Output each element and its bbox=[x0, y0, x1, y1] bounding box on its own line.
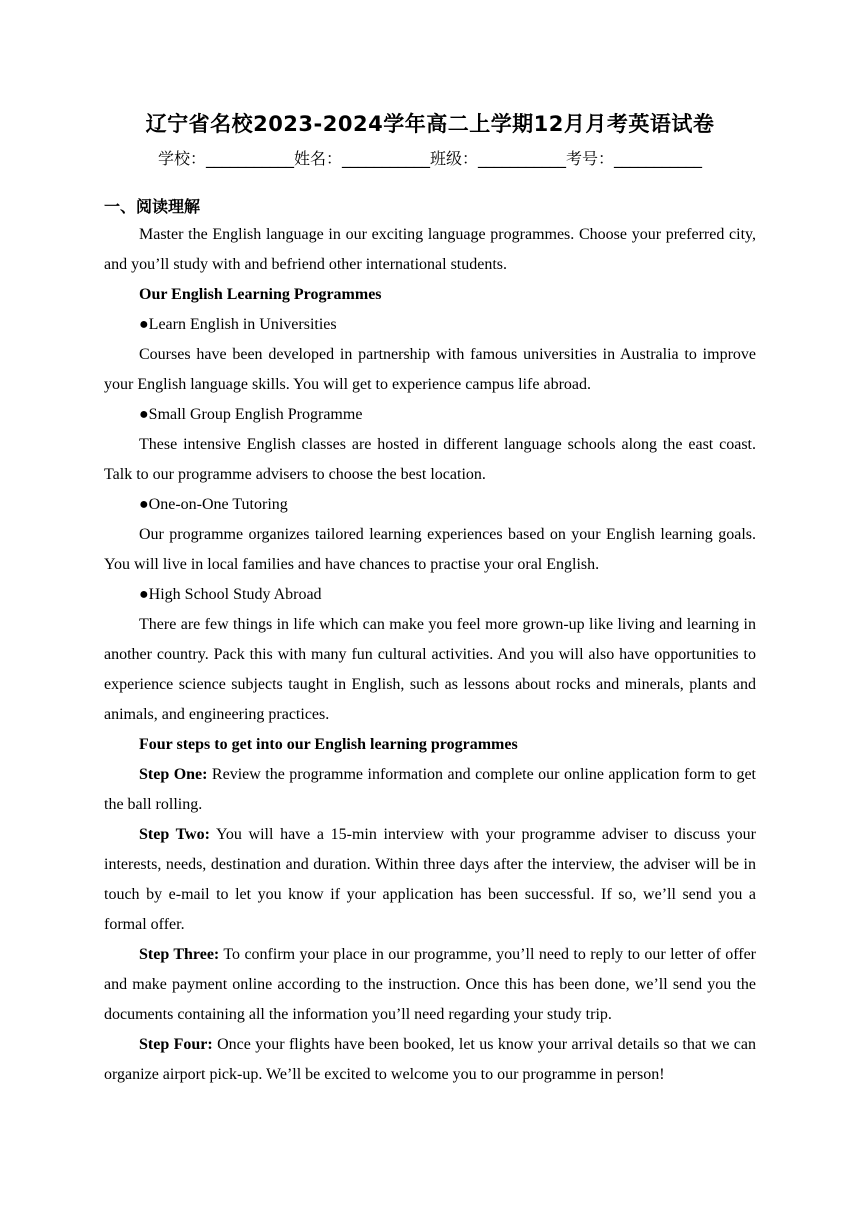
step-two-label: Step Two: bbox=[139, 826, 210, 843]
programme-text-tutoring: Our programme organizes tailored learning experiences based on your English learning goals. You will live in local families and have chances to practise your oral English. bbox=[104, 526, 756, 573]
programme-title-tutoring: ●One-on-One Tutoring bbox=[139, 496, 288, 513]
page-title: 辽宁省名校2023-2024学年高二上学期12月月考英语试卷 bbox=[145, 112, 715, 136]
step-two bbox=[104, 820, 756, 940]
step-three-label: Step Three: bbox=[139, 946, 220, 963]
step-four-text: Once your flights have been booked, let us know your arrival details so that we can organize airport pick-up. We’ll be excited to welcome you to our programme in person! bbox=[104, 1036, 757, 1083]
programme-text-small-group: These intensive English classes are hosted in different language schools along the east coast. Talk to our programme advisers to choose the best location. bbox=[104, 436, 756, 483]
programme-title-small-group: ●Small Group English Programme bbox=[139, 406, 363, 423]
step-one-text: Review the programme information and complete our online application form to get the ball rolling. bbox=[104, 766, 757, 813]
section-heading: 一、阅读理解 bbox=[104, 197, 201, 216]
programme-text-universities: Courses have been developed in partnership with famous universities in Australia to improve your English language skills. You will get to experience campus life abroad. bbox=[104, 346, 756, 393]
step-three-text: To confirm your place in our programme, you’ll need to reply to our letter of offer and make payment online according to the instruction. Once this has been done, we’ll send you the documents containing all the information you’ll need regarding your study trip. bbox=[104, 946, 756, 1023]
programme-text-high-school: There are few things in life which can make you feel more grown-up like living and learning in another country. Pack this with many fun cultural activities. And you will also have opportunities to experience science subjects taught in English, such as lessons about rocks and minerals, plants and animals, and engineering practices. bbox=[104, 616, 756, 723]
reading-section bbox=[104, 196, 756, 1090]
programme-title-high-school: ●High School Study Abroad bbox=[139, 586, 322, 603]
step-four bbox=[104, 1030, 756, 1090]
programme-title-universities: ●Learn English in Universities bbox=[139, 316, 337, 333]
step-two-text: You will have a 15-min interview with your programme adviser to discuss your interests, needs, destination and duration. Within three days after the interview, the adviser will be in touch by e-mail to let you know if your application has been successful. If so, we’ll send you a formal offer. bbox=[104, 826, 756, 933]
step-one-label: Step One: bbox=[139, 766, 208, 783]
step-three bbox=[104, 940, 756, 1030]
step-one bbox=[104, 760, 756, 820]
step-four-label: Step Four: bbox=[139, 1036, 213, 1053]
intro-paragraph: Master the English language in our exciting language programmes. Choose your preferred city, and you’ll study with and befriend other international students. bbox=[104, 226, 756, 273]
steps-heading: Four steps to get into our English learning programmes bbox=[139, 736, 518, 753]
student-info-line: 学校：___________姓名：___________班级：___________考号：___________ bbox=[157, 149, 702, 168]
programmes-heading: Our English Learning Programmes bbox=[139, 286, 382, 303]
